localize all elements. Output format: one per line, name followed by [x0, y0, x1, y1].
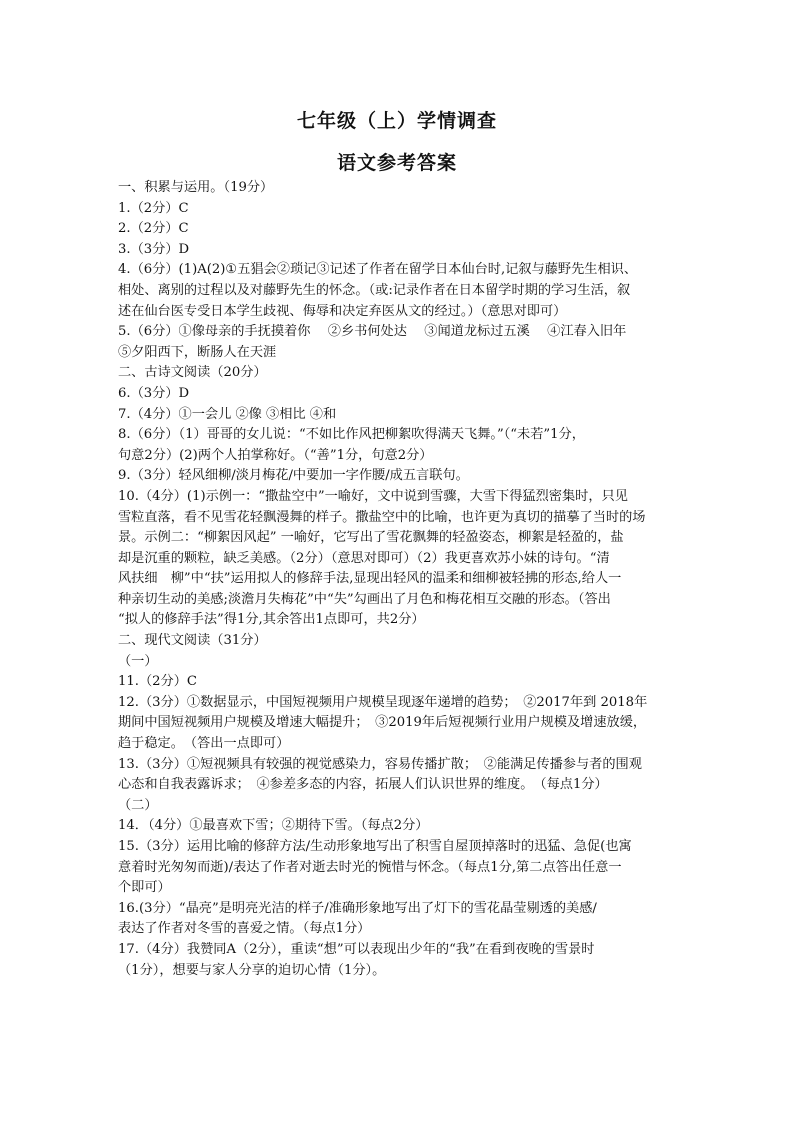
answer-line: 11.（2分）C [118, 674, 198, 690]
answer-line: 4.（6分）(1)A(2)①五猖会②琐记③记述了作者在留学日本仙台时,记叙与藤野先生相识、 [118, 262, 638, 278]
answer-line: 趋于稳定。 （答出一点即可） [118, 736, 290, 752]
answer-line: 期间中国短视频用户规模及增速大幅提升； ③2019年后短视频行业用户规模及增速放缓， [118, 715, 647, 731]
answer-line: 雪粒直落，看不见雪花轻飘漫舞的样子。撒盐空中的比喻，也许更为真切的描摹了当时的场 [118, 509, 646, 525]
answer-line: 心态和自我表露诉求； ④参差多态的内容，拓展人们认识世界的维度。 （每点1分） [118, 777, 608, 793]
answer-line: （1分），想要与家人分享的迫切心情（1分）。 [118, 962, 386, 978]
answer-line: 句意2分）(2)两个人拍掌称好。（“善”1分，句意2分） [118, 447, 433, 463]
answer-line: 景。示例二：“柳絮因风起” 一喻好，它写出了雪花飘舞的轻盈姿态，柳絮是轻盈的，盐 [118, 530, 624, 546]
answer-line: 5.（6分）①像母亲的手抚摸着你 ②乡书何处达 ③闻道龙标过五溪 ④江春入旧年 [118, 324, 627, 340]
answer-line: 1.（2分）C [118, 200, 189, 216]
answer-line: （一） [118, 653, 158, 669]
answer-line: 风扶细 柳”中“扶”运用拟人的修辞手法,显现出轻风的温柔和细柳被轻拂的形态,给人一 [118, 571, 622, 587]
answer-line: 个即可） [118, 880, 171, 896]
answer-line: 16.(3分）“晶亮”是明亮光洁的样子/准确形象地写出了灯下的雪花晶莹剔透的美感/ [118, 900, 597, 916]
answer-line: 9.（3分）轻风细柳/淡月梅花/中要加一字作腰/成五言联句。 [118, 468, 469, 484]
answer-line: 2.（2分）C [118, 221, 189, 237]
answer-line: 意着时光匆匆而逝)/表达了作者对逝去时光的惋惜与怀念。（每点1分,第二点答出任意一 [118, 859, 622, 875]
answer-line: 13.（3分）①短视频具有较强的视觉感染力，容易传播扩散； ②能满足传播参与者的围观 [118, 756, 642, 772]
answer-line: 7.（4分）①一会儿 ②像 ③相比 ④和 [118, 406, 337, 422]
answer-line: 表达了作者对冬雪的喜爱之情。（每点1分） [118, 921, 371, 937]
answer-line: 述在仙台医专受日本学生歧视、侮辱和决定弃医从文的经过。）（意思对即可） [118, 303, 567, 319]
answer-line: 种亲切生动的美感;淡澹月失梅花”中“失”勾画出了月色和梅花相互交融的形态。（答出 [118, 591, 611, 607]
answer-line: 6.（3分）D [118, 385, 190, 401]
page-title: 七年级（上）学情调查 [296, 110, 497, 132]
answer-line: 12.（3分）①数据显示，中国短视频用户规模呈现逐年递增的趋势； ②2017年到 2018年 [118, 694, 648, 710]
answer-line: 17.（4分）我赞同A（2分），重读“想”可以表现出少年的“我”在看到夜晚的雪景时 [118, 941, 595, 957]
answer-line: 14．（4分）①最喜欢下雪；②期待下雪。（每点2分） [118, 818, 429, 834]
answer-line: 3.（3分）D [118, 241, 190, 257]
answer-line: 15.（3分）运用比喻的修辞方法/生动形象地写出了积雪自屋顶掉落时的迅猛、急促(也寓 [118, 839, 632, 854]
answer-line: 一、积累与运用。（19分） [118, 180, 274, 195]
answer-content [118, 178, 678, 981]
answer-line: （二） [118, 797, 158, 813]
answer-line: 却是沉重的颗粒，缺乏美感。（2分）（意思对即可）（2）我更喜欢苏小妹的诗句。“清 [118, 550, 610, 566]
answer-line: 8.（6分）（1）哥哥的女儿说：“不如比作风把柳絮吹得满天飞舞。”（“未若”1分， [118, 427, 585, 443]
answer-line: “拟人的修辞手法”得1分,其余答出1点即可，共2分） [118, 612, 425, 628]
answer-line: 相处、离别的过程以及对藤野先生的怀念。（或:记录作者在日本留学时期的学习生活，叙 [118, 282, 631, 298]
page-subtitle: 语文参考答案 [336, 152, 457, 174]
answer-line: 二、古诗文阅读（20分） [118, 365, 267, 381]
answer-line: 二、现代文阅读（31分） [118, 633, 267, 649]
answer-line: 10.（4分）(1)示例一：“撒盐空中”一喻好，文中说到雪骤，大雪下得猛烈密集时，只见 [118, 488, 628, 504]
answer-line: ⑤夕阳西下，断肠人在天涯 [118, 344, 277, 360]
